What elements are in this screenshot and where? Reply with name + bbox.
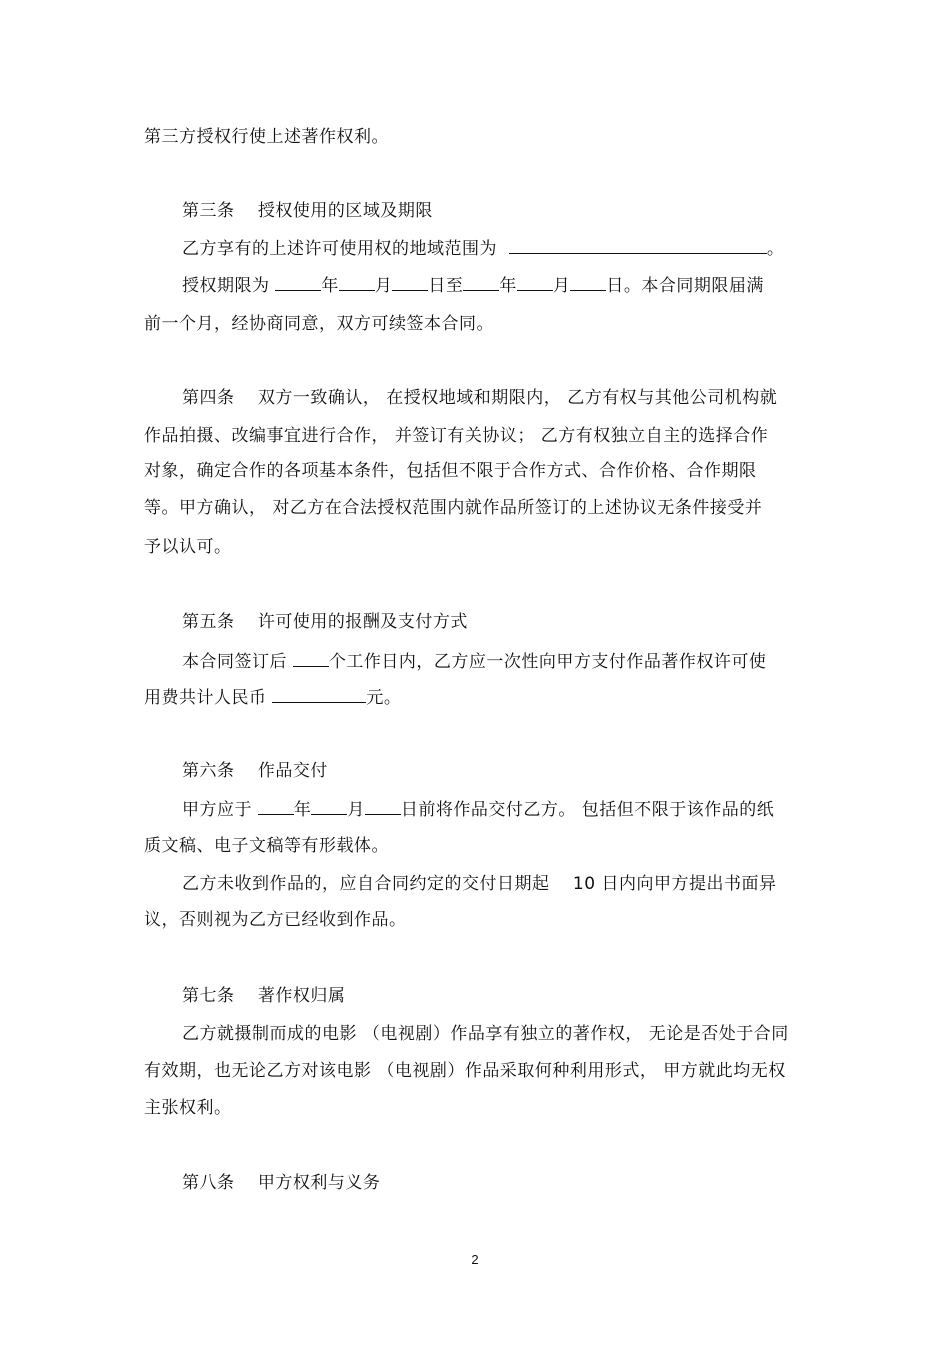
paragraph-line: 等。甲方确认， 对乙方在合法授权范围内就作品所签订的上述协议无条件接受并 [144,498,763,518]
article-4-heading: 第四条 双方一致确认， 在授权地域和期限内， 乙方有权与其他公司机构就 [182,388,778,408]
paragraph-line: 授权期限为 年 月 日至 年 月 日。本合同期限届满 [182,276,764,296]
fill-blank [258,798,294,815]
paragraph-line: 第三方授权行使上述著作权利。 [144,127,389,147]
paragraph-line: 前一个月，经协商同意，双方可续签本合同。 [144,314,494,334]
article-8-heading: 第八条 甲方权利与义务 [182,1173,381,1193]
paragraph-line: 予以认可。 [144,537,232,557]
fill-blank [293,650,329,667]
paragraph-line: 甲方应于 年 月 日前将作品交付乙方。 包括但不限于该作品的纸 [182,800,775,820]
fill-blank [272,686,366,703]
paragraph-line: 议，否则视为乙方已经收到作品。 [144,910,407,930]
fill-blank [570,274,606,291]
fill-blank [509,237,767,254]
article-7-heading: 第七条 著作权归属 [182,986,346,1006]
article-6-heading: 第六条 作品交付 [182,761,328,781]
paragraph-line: 用费共计人民币 元。 [144,688,402,708]
fill-blank [339,274,375,291]
fill-blank [517,274,553,291]
article-3-heading: 第三条 授权使用的区域及期限 [182,201,433,221]
paragraph-line: 对象，确定合作的各项基本条件，包括但不限于合作方式、合作价格、合作期限 [144,461,757,481]
fill-blank [392,274,428,291]
fill-blank [365,798,401,815]
fill-blank [311,798,347,815]
paragraph-line: 乙方未收到作品的，应自合同约定的交付日期起 10 日内向甲方提出书面异 [182,874,777,894]
fill-blank [275,274,321,291]
article-5-heading: 第五条 许可使用的报酬及支付方式 [182,612,468,632]
paragraph-line: 作品拍摄、改编事宜进行合作， 并签订有关协议； 乙方有权独立自主的选择合作 [144,426,769,446]
paragraph-line: 质文稿、电子文稿等有形载体。 [144,836,389,856]
paragraph-line: 本合同签订后 个工作日内，乙方应一次性向甲方支付作品著作权许可使 [182,652,767,672]
paragraph-line: 乙方就摄制而成的电影 （电视剧）作品享有独立的著作权， 无论是否处于合同 [182,1024,789,1044]
paragraph-line: 乙方享有的上述许可使用权的地域范围为 。 [182,239,785,259]
fill-blank [463,274,499,291]
paragraph-line: 有效期，也无论乙方对该电影 （电视剧）作品采取何种利用形式， 甲方就此均无权 [144,1061,786,1081]
page-number: 2 [471,1252,479,1267]
paragraph-line: 主张权利。 [144,1098,232,1118]
